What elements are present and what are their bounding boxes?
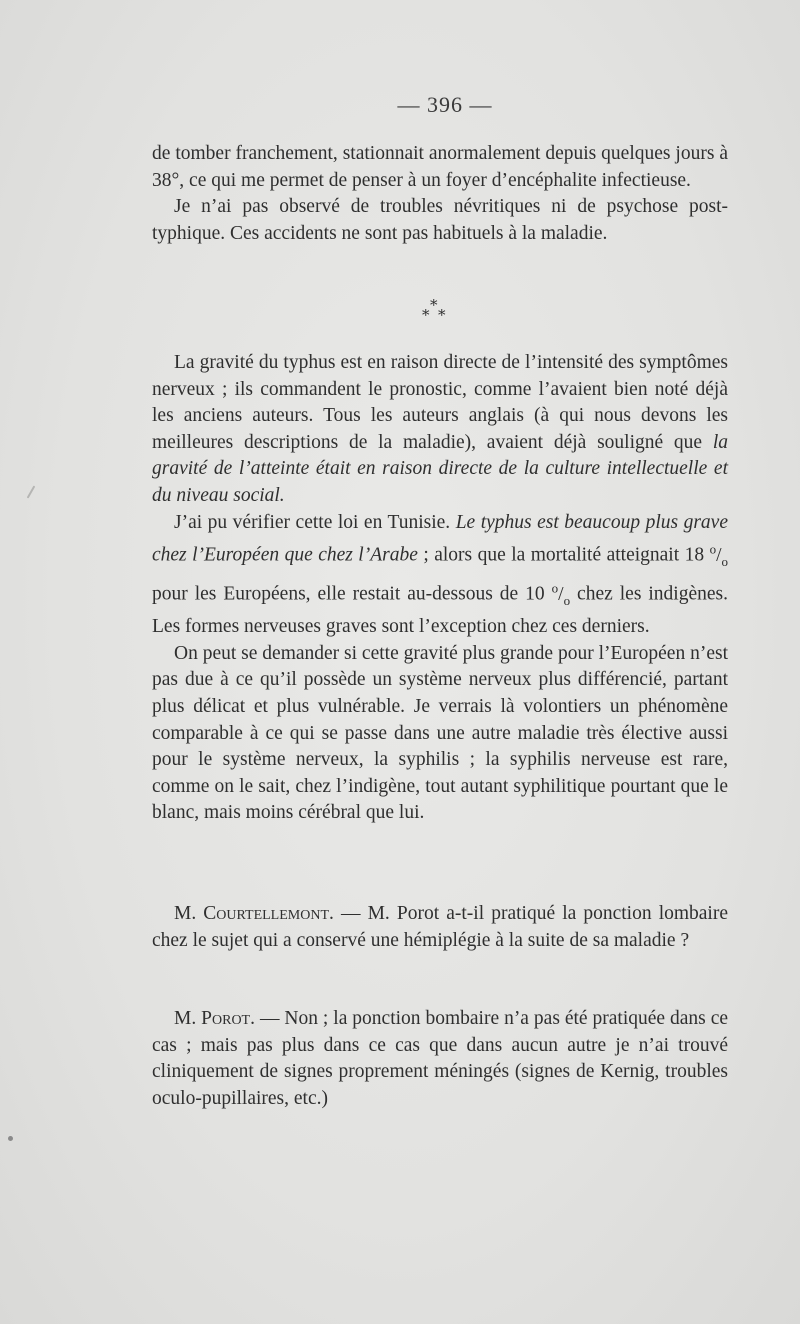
asterisk: * bbox=[438, 306, 446, 324]
text-run: — Non ; la ponction bombaire n’a pas été pratiquée dans ce cas ; mais pas plus dans ce cas que dans aucun autre je n’ai trouvé cliniquement de signes proprement méningés (signes de Kernig, troubles oculo-pupillaires, etc.) bbox=[152, 1008, 729, 1109]
paragraph bbox=[152, 901, 728, 954]
page-number: — 396 — bbox=[397, 92, 493, 117]
ink-speck bbox=[27, 485, 36, 498]
italic-text: Le typhus est beaucoup plus grave chez l’Européen que chez l’Arabe bbox=[152, 511, 728, 566]
paragraph bbox=[152, 510, 728, 641]
asterisk: * bbox=[430, 296, 438, 314]
percent-sign: $^o/_o$ bbox=[709, 541, 728, 569]
discussion-block-porot bbox=[152, 1006, 728, 1112]
paragraph bbox=[152, 350, 728, 510]
text-run: — M. Porot a-t-il pratiqué la ponction lombaire chez le sujet qui a conservé une hémiplégie à la suite de sa maladie ? bbox=[152, 903, 729, 951]
paragraph: On peut se demander si cette gravité plus grande pour l’Européen n’est pas due à ce qu’il possède un système nerveux plus différencié, partant plus délicat et plus vulnérable. Je verrais là volontiers un phénomène comparable à ce qui se passe dans une autre maladie très élective aussi pour le système nerveux, la syphilis ; la syphilis nerveuse est rare, comme on le sait, chez l’indigène, tout autant syphilitique pourtant que le blanc, mais moins cérébral que lui. bbox=[152, 642, 728, 824]
paragraph: Je n’ai pas observé de troubles névritiques ni de psychose post-typhique. Ces accidents ne sont pas habituels à la maladie. bbox=[152, 196, 728, 244]
asterism-separator bbox=[420, 296, 450, 326]
text-run: La gravité du typhus est en raison directe de l’intensité des symptômes nerveux ; ils commandent le pronostic, comme l’avaient bien noté déjà les anciens auteurs. Tous les auteurs anglais (à qui nous devons les meilleures descriptions de la maladie), avaient déjà souligné que bbox=[152, 352, 728, 453]
discussion-block-courtellemont bbox=[152, 901, 728, 954]
asterisk: * bbox=[422, 306, 430, 324]
ink-speck bbox=[8, 1136, 13, 1141]
text-run: pour les Européens, elle restait au-dessous de 10 bbox=[152, 583, 552, 605]
italic-text: la gravité de l’atteinte était en raison directe de la culture intellectuelle et du niveau social. bbox=[152, 431, 728, 506]
paragraph bbox=[152, 1006, 728, 1112]
paragraph-block-2 bbox=[152, 350, 728, 827]
text-run: chez les indigènes. Les formes nerveuses graves sont l’exception chez ces derniers. bbox=[152, 583, 728, 638]
paragraph-block-1 bbox=[152, 141, 728, 247]
speaker-name: M. Porot. bbox=[174, 1008, 255, 1029]
text-run: ; alors que la mortalité atteignait 18 bbox=[417, 544, 710, 566]
percent-sign: $^o/_o$ bbox=[551, 580, 571, 608]
text-run: J’ai pu vérifier cette loi en Tunisie. bbox=[174, 511, 456, 533]
speaker-name: M. Courtellemont. bbox=[174, 903, 334, 924]
paragraph: de tomber franchement, stationnait anormalement depuis quelques jours à 38°, ce qui me permet de penser à un foyer d’encéphalite infectieuse. bbox=[152, 143, 728, 191]
